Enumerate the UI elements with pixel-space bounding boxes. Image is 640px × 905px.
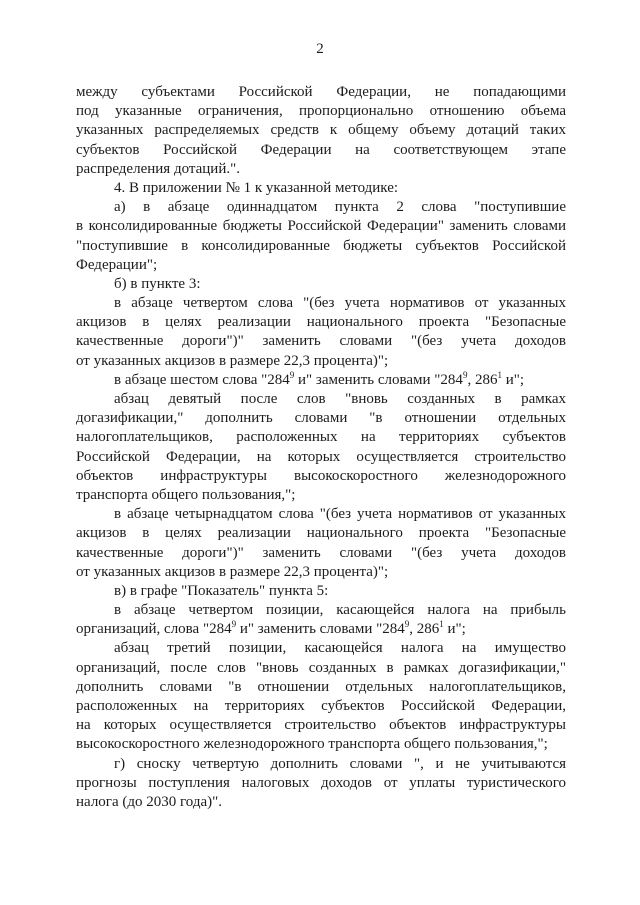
- text-line: [76, 486, 566, 505]
- text-segment: акцизов в целях реализации национального проекта "Безопасные: [76, 525, 566, 542]
- text-segment: и";: [443, 621, 466, 638]
- text-line: [76, 563, 566, 582]
- text-line: [76, 352, 566, 371]
- superscript: 1: [439, 619, 444, 630]
- text-line: [76, 678, 566, 697]
- text-line: [76, 141, 566, 160]
- text-segment: организаций, слова "284: [76, 621, 232, 638]
- text-line: [76, 659, 566, 678]
- superscript: 9: [404, 619, 410, 630]
- text-segment: г) сноску четвертую дополнить словами ", и не учитываются: [114, 755, 566, 772]
- text-line: [76, 102, 566, 121]
- text-line: [76, 639, 566, 658]
- text-segment: от указанных акцизов в размере 22,3 процента)";: [76, 563, 389, 580]
- text-line: [76, 467, 566, 486]
- text-segment: абзац третий позиции, касающейся налога на имущество: [114, 640, 566, 657]
- text-line: [76, 735, 566, 754]
- text-segment: налогоплательщиков, расположенных на территориях субъектов: [76, 429, 566, 446]
- text-segment: в абзаце четвертом слова "(без учета нормативов от указанных: [114, 295, 566, 312]
- text-line: [76, 83, 566, 102]
- text-segment: и" заменить словами "284: [236, 621, 405, 638]
- text-line: [76, 620, 566, 639]
- superscript: 9: [462, 369, 468, 380]
- text-line: [76, 313, 566, 332]
- text-line: [76, 237, 566, 256]
- text-line: [76, 121, 566, 140]
- text-segment: в абзаце четырнадцатом слова "(без учета нормативов от указанных: [114, 506, 566, 523]
- text-segment: указанных распределяемых средств к общему объему дотаций таких: [76, 122, 566, 139]
- text-line: [76, 294, 566, 313]
- text-line: [76, 371, 566, 390]
- page-number: 2: [316, 41, 324, 57]
- text-segment: объектов инфраструктуры высокоскоростного железнодорожного: [76, 467, 566, 484]
- document-body: [76, 83, 566, 812]
- text-line: [76, 198, 566, 217]
- text-segment: и" заменить словами "284: [294, 371, 463, 388]
- text-line: [76, 601, 566, 620]
- text-segment: прогнозы поступления налоговых доходов от уплаты туристического: [76, 774, 566, 791]
- text-segment: Федерации";: [76, 256, 158, 273]
- text-segment: организаций, после слов "вновь созданных в рамках догазификации,": [76, 659, 566, 676]
- text-segment: б) в пункте 3:: [114, 275, 201, 292]
- text-segment: дополнить словами "в отношении отдельных налогоплательщиков,: [76, 678, 566, 695]
- text-segment: догазификации," дополнить словами "в отношении отдельных: [76, 410, 566, 427]
- text-line: [76, 697, 566, 716]
- text-line: [76, 332, 566, 351]
- text-segment: , 286: [409, 621, 440, 638]
- text-line: [76, 793, 566, 812]
- text-line: [76, 160, 566, 179]
- text-line: [76, 179, 566, 198]
- text-segment: , 286: [467, 371, 498, 388]
- text-line: [76, 505, 566, 524]
- text-segment: в абзаце шестом слова "284: [114, 371, 290, 388]
- text-segment: Российской Федерации, на которых осуществляется строительство: [76, 448, 566, 465]
- text-segment: от указанных акцизов в размере 22,3 процента)";: [76, 352, 389, 369]
- text-segment: и";: [501, 371, 525, 388]
- text-segment: в абзаце четвертом позиции, касающейся налога на прибыль: [114, 602, 566, 619]
- text-line: [76, 582, 566, 601]
- text-segment: под указанные ограничения, пропорционально отношению объема: [76, 103, 566, 120]
- text-segment: налога (до 2030 года)".: [76, 793, 222, 810]
- text-line: [76, 217, 566, 236]
- text-line: [76, 524, 566, 543]
- text-line: [76, 256, 566, 275]
- text-segment: между субъектами Российской Федерации, не попадающими: [76, 84, 566, 100]
- text-line: [76, 774, 566, 793]
- text-segment: акцизов в целях реализации национального проекта "Безопасные: [76, 314, 566, 331]
- text-segment: в) в графе "Показатель" пункта 5:: [114, 582, 329, 599]
- text-line: [76, 448, 566, 467]
- text-segment: распределения дотаций.".: [76, 160, 240, 177]
- text-line: [76, 390, 566, 409]
- text-segment: на которых осуществляется строительство объектов инфраструктуры: [76, 717, 566, 734]
- text-segment: высокоскоростного железнодорожного транспорта общего пользования,";: [76, 736, 548, 753]
- text-line: [76, 544, 566, 563]
- text-line: [76, 275, 566, 294]
- text-segment: субъектов Российской Федерации на соответствующем этапе: [76, 141, 566, 158]
- text-segment: расположенных на территориях субъектов Российской Федерации,: [76, 698, 566, 714]
- text-segment: качественные дороги")" заменить словами "(без учета доходов: [76, 333, 566, 350]
- text-segment: 4. В приложении № 1 к указанной методике:: [114, 179, 399, 196]
- superscript: 9: [289, 369, 295, 380]
- text-segment: в консолидированные бюджеты Российской Федерации" заменить словами: [76, 218, 566, 235]
- text-line: [76, 716, 566, 735]
- superscript: 9: [231, 619, 237, 630]
- text-segment: а) в абзаце одиннадцатом пункта 2 слова "поступившие: [114, 199, 566, 216]
- text-line: [76, 755, 566, 774]
- text-segment: транспорта общего пользования,";: [76, 486, 296, 503]
- text-segment: качественные дороги")" заменить словами "(без учета доходов: [76, 544, 566, 561]
- text-line: [76, 409, 566, 428]
- text-line: [76, 428, 566, 447]
- text-segment: "поступившие в консолидированные бюджеты субъектов Российской: [76, 237, 566, 254]
- superscript: 1: [497, 369, 502, 380]
- text-segment: абзац девятый после слов "вновь созданных в рамках: [114, 391, 566, 407]
